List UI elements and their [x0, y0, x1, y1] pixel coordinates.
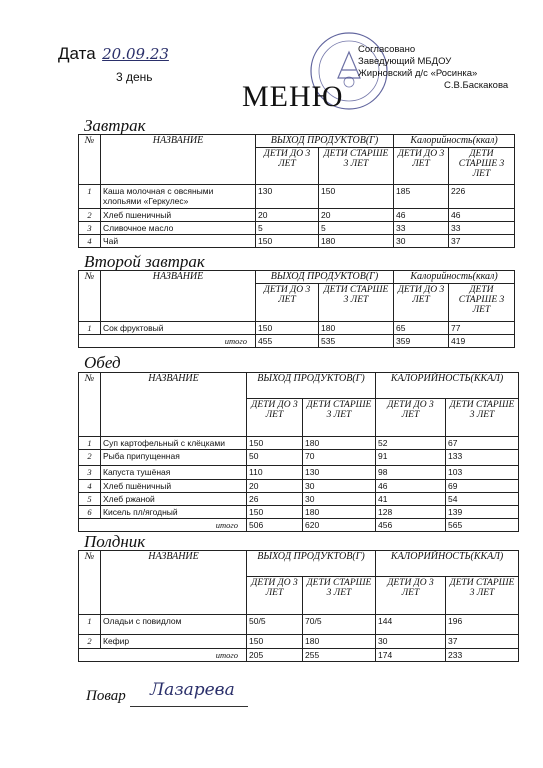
col-name: НАЗВАНИЕ [101, 551, 247, 615]
total-value: 456 [376, 519, 446, 532]
row-value: 150 [247, 437, 303, 450]
table-row [79, 209, 515, 222]
col-num: № [79, 551, 101, 615]
row-name: Кефир [101, 635, 247, 649]
row-value: 33 [449, 222, 515, 235]
col-output: ВЫХОД ПРОДУКТОВ(Г) [256, 135, 394, 148]
row-value: 67 [446, 437, 519, 450]
col-over3: ДЕТИ СТАРШЕ 3 ЛЕТ [449, 148, 515, 185]
meal-title-breakfast: Завтрак [84, 116, 146, 135]
row-name: Оладьи с повидлом [101, 615, 247, 635]
total-value: 255 [303, 649, 376, 662]
table-row [79, 466, 519, 480]
col-under3: ДЕТИ ДО 3 ЛЕТ [247, 399, 303, 437]
total-value: 506 [247, 519, 303, 532]
total-value: 359 [394, 335, 449, 348]
row-value: 196 [446, 615, 519, 635]
row-value: 20 [256, 209, 319, 222]
row-num: 1 [79, 615, 101, 635]
row-name: Капуста тушёная [101, 466, 247, 480]
second-breakfast-table [78, 270, 515, 348]
col-output: ВЫХОД ПРОДУКТОВ(Г) [256, 271, 394, 284]
total-value: 419 [449, 335, 515, 348]
approval-line: Заведующий МБДОУ [358, 56, 452, 67]
row-num: 1 [79, 322, 101, 335]
col-over3: ДЕТИ СТАРШЕ 3 ЛЕТ [449, 284, 515, 322]
row-value: 5 [256, 222, 319, 235]
table-row [79, 615, 519, 635]
col-name: НАЗВАНИЕ [101, 135, 256, 185]
row-value: 150 [256, 235, 319, 248]
col-calories: Калорийность(ккал) [394, 135, 515, 148]
col-num: № [79, 135, 101, 185]
cook-label: Повар [86, 688, 126, 704]
row-num: 5 [79, 493, 101, 506]
date-value: 20.09.23 [102, 45, 169, 63]
row-value: 46 [394, 209, 449, 222]
col-over3: ДЕТИ СТАРШЕ 3 ЛЕТ [446, 399, 519, 437]
row-num: 3 [79, 222, 101, 235]
col-over3: ДЕТИ СТАРШЕ 3 ЛЕТ [319, 284, 394, 322]
col-under3: ДЕТИ ДО 3 ЛЕТ [247, 577, 303, 615]
date-label: Дата [58, 44, 96, 63]
row-value: 185 [394, 185, 449, 209]
row-num: 4 [79, 480, 101, 493]
row-value: 30 [376, 635, 446, 649]
col-under3: ДЕТИ ДО 3 ЛЕТ [376, 399, 446, 437]
cook-signature: Лазарева [150, 680, 235, 700]
row-value: 133 [446, 450, 519, 466]
row-num: 2 [79, 635, 101, 649]
row-value: 26 [247, 493, 303, 506]
row-value: 37 [449, 235, 515, 248]
row-value: 150 [256, 322, 319, 335]
table-row-total [79, 519, 519, 532]
table-row [79, 450, 519, 466]
table-row [79, 506, 519, 519]
row-value: 30 [303, 480, 376, 493]
row-num: 6 [79, 506, 101, 519]
col-calories: КАЛОРИЙНОСТЬ(ККАЛ) [376, 373, 519, 399]
approval-line: Согласовано [358, 44, 416, 55]
col-num: № [79, 271, 101, 322]
col-calories: КАЛОРИЙНОСТЬ(ККАЛ) [376, 551, 519, 577]
row-num: 1 [79, 185, 101, 209]
row-value: 65 [394, 322, 449, 335]
col-under3: ДЕТИ ДО 3 ЛЕТ [394, 148, 449, 185]
col-num: № [79, 373, 101, 437]
lunch-table [78, 372, 519, 532]
row-num: 2 [79, 209, 101, 222]
col-over3: ДЕТИ СТАРШЕ 3 ЛЕТ [303, 399, 376, 437]
total-label: итого [79, 519, 247, 532]
table-row [79, 322, 515, 335]
row-value: 91 [376, 450, 446, 466]
col-under3: ДЕТИ ДО 3 ЛЕТ [256, 284, 319, 322]
col-over3: ДЕТИ СТАРШЕ 3 ЛЕТ [319, 148, 394, 185]
breakfast-table [78, 134, 515, 248]
table-row [79, 235, 515, 248]
row-name: Сливочное масло [101, 222, 256, 235]
row-value: 103 [446, 466, 519, 480]
row-value: 180 [303, 506, 376, 519]
page-title: МЕНЮ [242, 80, 344, 113]
col-name: НАЗВАНИЕ [101, 271, 256, 322]
row-name: Каша молочная с овсяными хлопьями «Геркулес» [101, 185, 256, 209]
col-under3: ДЕТИ ДО 3 ЛЕТ [256, 148, 319, 185]
row-value: 5 [319, 222, 394, 235]
col-over3: ДЕТИ СТАРШЕ 3 ЛЕТ [303, 577, 376, 615]
signature-line [130, 706, 248, 707]
row-value: 70 [303, 450, 376, 466]
row-value: 150 [247, 506, 303, 519]
col-calories: Калорийность(ккал) [394, 271, 515, 284]
table-row-total [79, 649, 519, 662]
date-block [58, 44, 169, 64]
col-name: НАЗВАНИЕ [101, 373, 247, 437]
row-value: 54 [446, 493, 519, 506]
total-value: 565 [446, 519, 519, 532]
row-value: 41 [376, 493, 446, 506]
row-value: 50 [247, 450, 303, 466]
approval-line: Жирновский д/с «Росинка» [358, 68, 478, 79]
row-name: Хлеб ржаной [101, 493, 247, 506]
total-label: итого [79, 649, 247, 662]
total-label: итого [79, 335, 256, 348]
row-num: 4 [79, 235, 101, 248]
table-row [79, 635, 519, 649]
row-value: 50/5 [247, 615, 303, 635]
row-value: 130 [303, 466, 376, 480]
col-output: ВЫХОД ПРОДУКТОВ(Г) [247, 551, 376, 577]
meal-title-snack: Полдник [84, 532, 146, 551]
row-value: 139 [446, 506, 519, 519]
row-value: 77 [449, 322, 515, 335]
row-value: 30 [394, 235, 449, 248]
col-over3: ДЕТИ СТАРШЕ 3 ЛЕТ [446, 577, 519, 615]
approval-line: С.В.Баскакова [444, 80, 509, 91]
row-value: 180 [319, 322, 394, 335]
total-value: 535 [319, 335, 394, 348]
row-name: Суп картофельный с клёцками [101, 437, 247, 450]
table-row [79, 185, 515, 209]
row-value: 30 [303, 493, 376, 506]
col-under3: ДЕТИ ДО 3 ЛЕТ [394, 284, 449, 322]
total-value: 205 [247, 649, 303, 662]
row-num: 2 [79, 450, 101, 466]
snack-table [78, 550, 519, 662]
col-output: ВЫХОД ПРОДУКТОВ(Г) [247, 373, 376, 399]
row-value: 110 [247, 466, 303, 480]
table-row [79, 222, 515, 235]
row-name: Сок фруктовый [101, 322, 256, 335]
row-value: 37 [446, 635, 519, 649]
approval-block [358, 44, 508, 92]
row-num: 3 [79, 466, 101, 480]
row-value: 98 [376, 466, 446, 480]
row-value: 33 [394, 222, 449, 235]
total-value: 174 [376, 649, 446, 662]
row-value: 128 [376, 506, 446, 519]
row-value: 180 [319, 235, 394, 248]
table-row [79, 437, 519, 450]
col-under3: ДЕТИ ДО 3 ЛЕТ [376, 577, 446, 615]
row-value: 180 [303, 437, 376, 450]
row-value: 130 [256, 185, 319, 209]
row-value: 46 [449, 209, 515, 222]
row-value: 150 [319, 185, 394, 209]
row-value: 46 [376, 480, 446, 493]
row-value: 226 [449, 185, 515, 209]
total-value: 233 [446, 649, 519, 662]
table-row [79, 480, 519, 493]
row-value: 52 [376, 437, 446, 450]
table-row-total [79, 335, 515, 348]
row-value: 20 [319, 209, 394, 222]
row-name: Хлеб пшеничный [101, 209, 256, 222]
day-label: 3 день [116, 70, 153, 84]
total-value: 455 [256, 335, 319, 348]
meal-title-second-breakfast: Второй завтрак [84, 252, 205, 271]
table-row [79, 493, 519, 506]
row-value: 180 [303, 635, 376, 649]
total-value: 620 [303, 519, 376, 532]
meal-title-lunch: Обед [84, 353, 121, 372]
row-name: Кисель пл/ягодный [101, 506, 247, 519]
row-value: 144 [376, 615, 446, 635]
row-value: 20 [247, 480, 303, 493]
row-value: 150 [247, 635, 303, 649]
row-value: 69 [446, 480, 519, 493]
row-name: Чай [101, 235, 256, 248]
row-value: 70/5 [303, 615, 376, 635]
row-name: Хлеб пшёничный [101, 480, 247, 493]
row-name: Рыба припущенная [101, 450, 247, 466]
row-num: 1 [79, 437, 101, 450]
